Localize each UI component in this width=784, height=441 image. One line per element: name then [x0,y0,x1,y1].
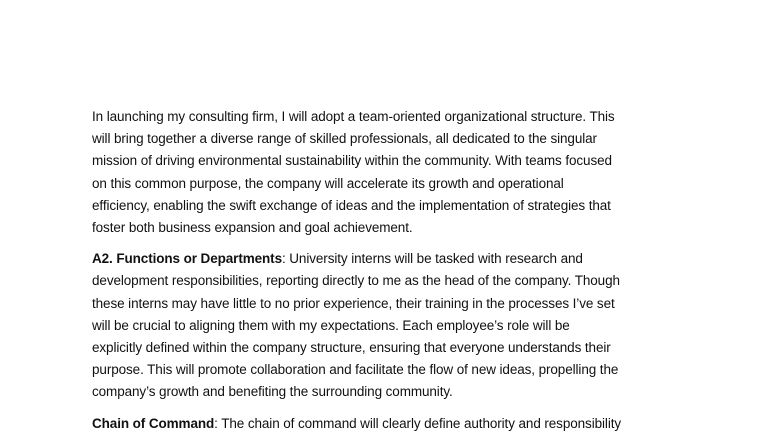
paragraph-line: these interns may have little to no prior experience, their training in the processes I’ve set [92,295,615,311]
paragraph-line: mission of driving environmental sustainability within the community. With teams focused [92,153,612,169]
paragraph-line: development responsibilities, reporting directly to me as the head of the company. Though [92,273,620,289]
paragraph-line: explicitly defined within the company structure, ensuring that everyone understands their [92,340,611,356]
paragraph-line: foster both business expansion and goal achievement. [92,220,413,236]
section-heading: A2. Functions or Departments [92,251,282,267]
document-body [92,106,696,435]
intro-paragraph [92,106,696,239]
paragraph-line [92,248,696,270]
paragraph-line: In launching my consulting firm, I will adopt a team-oriented organizational structure. This [92,109,615,124]
chain-of-command-paragraph [92,413,696,435]
paragraph-line: will bring together a diverse range of skilled professionals, all dedicated to the singular [92,131,597,147]
paragraph-text: : The chain of command will clearly define authority and responsibility [214,415,622,431]
paragraph-line: on this common purpose, the company will accelerate its growth and operational [92,175,564,191]
functions-departments-paragraph [92,248,696,403]
paragraph-line: efficiency, enabling the swift exchange of ideas and the implementation of strategies that [92,197,611,213]
paragraph-line: purpose. This will promote collaboration and facilitate the flow of new ideas, propelling the [92,362,619,378]
paragraph-line [92,413,696,435]
section-heading: Chain of Command [92,415,215,431]
paragraph-line: company’s growth and benefiting the surrounding community. [92,384,453,400]
paragraph-text: : University interns will be tasked with research and [281,251,583,267]
paragraph-line: will be crucial to aligning them with my expectations. Each employee’s role will be [92,317,570,333]
